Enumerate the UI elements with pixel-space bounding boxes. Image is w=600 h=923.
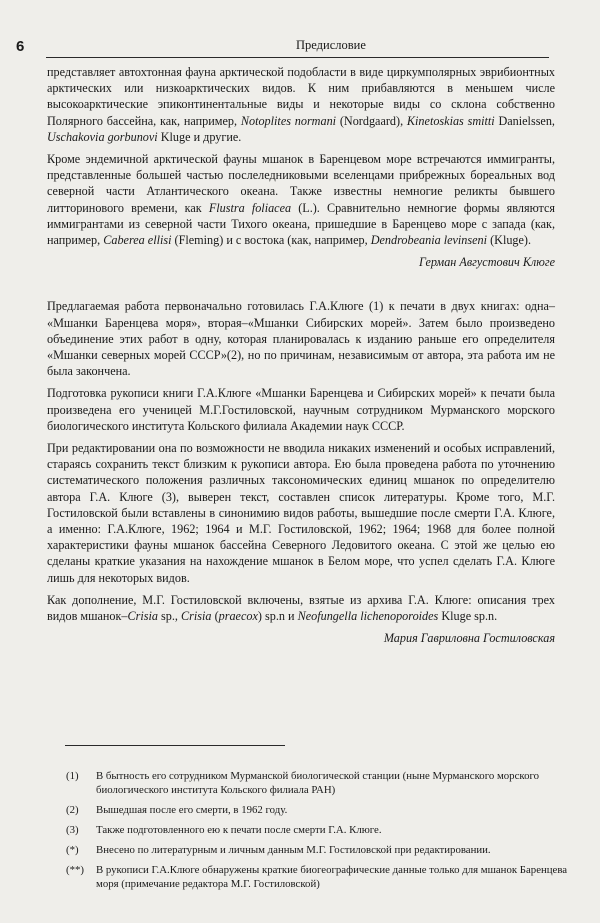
text-run: Danielssen, bbox=[494, 113, 555, 128]
footnote-mark: (2) bbox=[66, 804, 79, 816]
footnote-mark: (3) bbox=[66, 824, 79, 836]
header-rule bbox=[46, 57, 549, 58]
author-signature: Герман Августович Клюге bbox=[418, 255, 555, 270]
species-name: Crisia bbox=[127, 609, 158, 624]
paragraph-4: Подготовка рукописи книги Г.А.Клюге «Мшанки Баренцева и Сибирских морей» к печати была произведена его ученицей М.Г.Гостиловской, научным сотрудником Мурманского морского биологического института Кольского филиала Академии наук СССР. bbox=[47, 386, 555, 433]
species-name: Crisia bbox=[181, 609, 212, 624]
species-name: Neofungella lichenoporoides bbox=[297, 609, 439, 624]
species-name: Uschakovia gorbunovi bbox=[47, 129, 158, 144]
footnote bbox=[66, 769, 586, 797]
paragraph-1 bbox=[47, 64, 555, 145]
species-name: Kinetoskias smitti bbox=[406, 113, 495, 128]
footnote-text: Вышедшая после его смерти, в 1962 году. bbox=[96, 804, 288, 816]
running-title: Предисловие bbox=[296, 38, 366, 52]
footnote-rule bbox=[65, 745, 285, 746]
text-run: Kluge sp.n. bbox=[438, 609, 498, 624]
footnote bbox=[66, 803, 586, 817]
text-run: ( bbox=[211, 609, 219, 624]
text-run: (L.). Сравнительно немногие формы являются иммигрантами из северной части Тихого океана, пришедшие в Баренцево море с запада (как, например, bbox=[47, 200, 556, 248]
editor-signature: Мария Гавриловна Гостиловская bbox=[383, 631, 555, 646]
text-run: Kluge и другие. bbox=[157, 129, 242, 144]
species-name: Dendrobeania levinseni bbox=[370, 233, 488, 248]
paragraph-3: Предлагаемая работа первоначально готовилась Г.А.Клюге (1) к печати в двух книгах: одна– «Мшанки Баренцева моря», вторая–«Мшанки Сибирских морей». Затем было произведено объединение этих работ в одну, которая планировалась к изданию раньше его определителя «Мшанки северных морей СССР»(2), но по причинам, независимым от автора, эта работа им не была закончена. bbox=[47, 299, 555, 379]
main-text bbox=[47, 64, 555, 657]
footnotes bbox=[66, 769, 586, 897]
text-run: sp., bbox=[158, 609, 182, 624]
page-number: 6 bbox=[16, 38, 25, 55]
paragraph-6 bbox=[47, 592, 555, 624]
text-run: (Nordgaard), bbox=[336, 113, 407, 128]
text-run: (Fleming) и с востока (как, например, bbox=[171, 233, 371, 248]
text-run: представляет автохтонная фауна арктической подобласти в виде циркумполярных эврибионтных арктических или низкоарктических видов. К ним прибавляются в меньшем числе высокоарктические эпиконтинентальные виды и некоторые виды со склона собственно Полярного бассейна, как, например, bbox=[47, 65, 555, 128]
footnote bbox=[66, 823, 586, 837]
species-name: Flustra foliacea bbox=[208, 200, 292, 215]
footnote-text: В рукописи Г.А.Клюге обнаружены краткие биогеографические данные только для мшанок Баренцева моря (примечание редактора М.Г. Гостиловской) bbox=[96, 864, 568, 890]
text-run: Как дополнение, М.Г. Гостиловской включены, взятые из архива Г.А. Клюге: описания трех видов мшанок– bbox=[47, 592, 555, 624]
footnote-mark: (1) bbox=[66, 770, 79, 782]
footnote-text: Также подготовленного ею к печати после смерти Г.А. Клюге. bbox=[96, 824, 382, 836]
text-run: ) sp.n и bbox=[257, 609, 298, 624]
footnote-text: В бытность его сотрудником Мурманской биологической станции (ныне Мурманского морского биологического института Кольского филиала РАН) bbox=[96, 770, 540, 796]
footnote-mark: (**) bbox=[66, 864, 84, 876]
text-run: Кроме эндемичной арктической фауны мшанок в Баренцевом море встречаются иммигранты, представленные большей частью послеледниковыми вселенцами прибрежных бореальных вод северной части Атлантического океана. Также известны немногие реликты бывшего литторинового времени, как bbox=[47, 152, 555, 215]
footnote bbox=[66, 843, 586, 857]
species-name: Notoplites normani bbox=[240, 113, 337, 128]
footnote-text: Внесено по литературным и личным данным М.Г. Гостиловской при редактировании. bbox=[96, 844, 491, 856]
paragraph-2 bbox=[47, 151, 555, 248]
footnote bbox=[66, 863, 586, 891]
paragraph-5: При редактировании она по возможности не вводила никаких изменений и особых исправлений, стараясь сохранить текст близким к рукописи автора. Ею была проведена работа по уточнению систематического положения различных таксономических единиц мшанок по определителю автора Г.А. Клюге (3), выверен текст, составлен список литературы. Кроме того, М.Г. Гостиловской были вставлены в синонимию видов работы, вышедшие после смерти Г.А. Клюге, а именно: Г.А.Клюге, 1962; 1964 и М.Г. Гостиловской, 1962; 1964; 1968 для более полной характеристики фауны мшанок бассейна Северного Ледовитого океана. С этой же целью ею сделаны краткие указания на нахождение мшанок в Белом море, что успел сделать Г.А. Клюге лишь для некоторых видов. bbox=[47, 441, 555, 585]
footnote-mark: (*) bbox=[66, 844, 79, 856]
text-run: (Kluge). bbox=[487, 233, 532, 248]
species-name: praecox bbox=[218, 609, 258, 624]
species-name: Caberea ellisi bbox=[103, 233, 172, 248]
